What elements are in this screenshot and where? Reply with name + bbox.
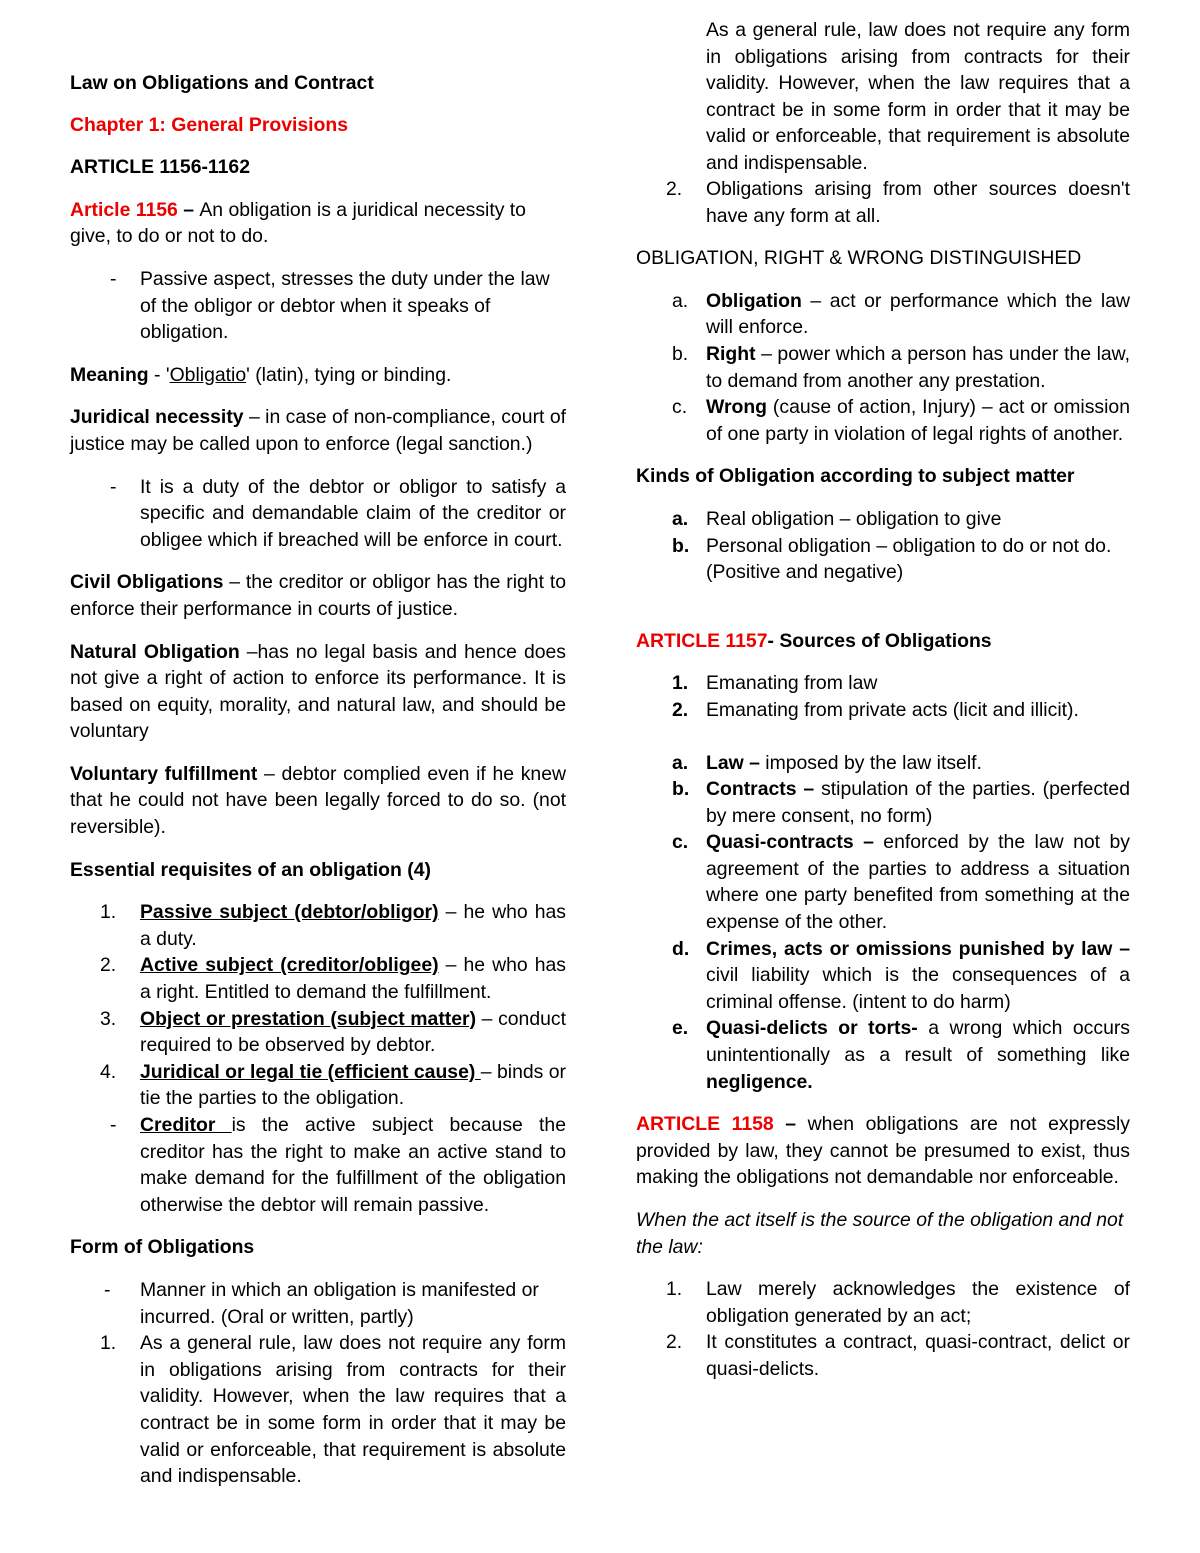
distinguished-list	[636, 288, 1130, 448]
source-text: stipulation of the parties. (perfected by mere consent, no form)	[706, 778, 1130, 827]
list-marker: b.	[672, 342, 689, 365]
requisite-label: Creditor	[140, 1114, 232, 1136]
source-text: Emanating from private acts (licit and illicit).	[706, 698, 1079, 721]
requisite-text: – binds or tie the parties to the obligation.	[140, 1060, 566, 1110]
item-text: It constitutes a contract, quasi-contract, delict or quasi-delicts.	[706, 1331, 1130, 1380]
source-label: Crimes, acts or omissions punished by law –	[706, 937, 1130, 960]
article-range-heading: ARTICLE 1156-1162	[70, 156, 250, 179]
document-title: Law on Obligations and Contract	[70, 72, 374, 94]
list-marker: 1.	[100, 901, 117, 924]
requisite-label: Active subject (creditor/obligee)	[140, 954, 439, 977]
list-marker: e.	[672, 1017, 689, 1040]
meaning-post: ' (latin), tying or binding.	[246, 363, 452, 386]
meaning-paragraph	[70, 362, 566, 389]
voluntary-label: Voluntary fulfillment	[70, 762, 258, 785]
requisite-text: – conduct required to be observed by debtor.	[140, 1007, 566, 1057]
spacer	[636, 740, 1130, 750]
list-item	[636, 936, 1130, 1016]
kinds-heading: Kinds of Obligation according to subject matter	[636, 465, 1075, 488]
term-text: – act or performance which the law will enforce.	[706, 289, 1130, 339]
kind-text: Personal obligation – obligation to do or not do. (Positive and negative)	[706, 534, 1112, 584]
voluntary-paragraph	[70, 761, 566, 841]
list-marker: 2.	[672, 698, 689, 721]
requisites-heading: Essential requisites of an obligation (4)	[70, 858, 431, 881]
source-text: imposed by the law itself.	[759, 751, 982, 774]
right-column	[636, 19, 1130, 1399]
source-label: Quasi-contracts –	[706, 831, 874, 854]
requisite-label: Juridical or legal tie (efficient cause)	[140, 1060, 481, 1083]
list-marker: 2.	[666, 178, 683, 200]
natural-paragraph	[70, 639, 566, 745]
bullet-text: It is a duty of the debtor or obligor to satisfy a specific and demandable claim of the creditor or obligee which if breached will be enforce in court.	[140, 475, 566, 551]
list-item	[636, 1276, 1130, 1329]
kind-text: Real obligation – obligation to give	[706, 507, 1002, 530]
source-text: civil liability which is the consequences of a criminal offense. (intent to do harm)	[706, 964, 1130, 1013]
list-item	[70, 1006, 566, 1059]
article-1158-italic: When the act itself is the source of the obligation and not the law:	[636, 1209, 1124, 1258]
list-item	[636, 1015, 1130, 1095]
list-item: - Passive aspect, stresses the duty under the law of the obligor or debtor when it speaks of obligation.	[110, 267, 550, 344]
list-marker: 4.	[100, 1060, 117, 1083]
source-label: Contracts –	[706, 778, 815, 801]
list-item	[636, 670, 1130, 697]
form-item-2-text: Obligations arising from other sources doesn't have any form at all.	[706, 178, 1130, 227]
juridical-text: – in case of non-compliance, court of justice may be called upon to enforce (legal sanction.)	[70, 406, 567, 455]
form-item-1-continuation	[636, 19, 1130, 176]
list-marker: 1.	[100, 1332, 117, 1355]
article-1158-paragraph	[636, 1111, 1130, 1191]
civil-label: Civil Obligations	[70, 571, 224, 594]
article-1157-numbered	[636, 670, 1130, 723]
form-heading: Form of Obligations	[70, 1236, 255, 1259]
requisites-list	[70, 899, 566, 1218]
list-item	[70, 1059, 566, 1112]
source-text: a wrong which occurs unintentionally as a result of something like	[706, 1017, 1130, 1067]
list-marker: a.	[672, 751, 689, 774]
term-text: – power which a person has under the law, to demand from another any prestation.	[706, 342, 1130, 392]
meaning-label: Meaning	[70, 363, 149, 386]
list-item	[636, 776, 1130, 829]
list-item	[636, 1329, 1130, 1382]
list-marker: a.	[672, 507, 689, 530]
list-marker: 2.	[666, 1331, 683, 1354]
list-item: - It is a duty of the debtor or obligor to satisfy a specific and demandable claim of the creditor or obligee which if breached will be enforce in court.	[110, 475, 566, 551]
continuation-text: As a general rule, law does not require any form in obligations arising from contracts for their validity. However, when the law requires that a contract be in some form in order that it may be valid or enforceable, that requirement is absolute and indispensable.	[706, 19, 1130, 174]
article-1156-bullets	[70, 266, 566, 346]
juridical-bullets	[70, 474, 566, 554]
civil-paragraph	[70, 569, 566, 622]
list-item	[636, 288, 1130, 341]
list-item	[70, 952, 566, 1005]
source-emphasis: negligence.	[706, 1070, 813, 1093]
meaning-pre: - '	[148, 363, 170, 386]
term-label: Wrong	[706, 396, 768, 419]
list-marker: b.	[672, 778, 690, 801]
requisite-text: – he who has a duty.	[140, 901, 566, 950]
list-item	[70, 1330, 566, 1488]
list-item	[636, 829, 1130, 935]
source-label: Quasi-delicts or torts-	[706, 1017, 918, 1040]
requisite-label: Passive subject (debtor/obligor)	[140, 901, 439, 924]
article-1158-text: when obligations are not expressly provided by law, they cannot be presumed to exist, thus making the obligations not demandable nor enforceable.	[636, 1113, 1130, 1189]
source-label: Law –	[706, 751, 760, 774]
list-item	[636, 750, 1130, 777]
list-item	[636, 533, 1130, 586]
voluntary-text: – debtor complied even if he knew that he could not have been legally forced to do so. (not reversible).	[70, 762, 567, 839]
article-1158-list	[636, 1276, 1130, 1382]
list-item: - Manner in which an obligation is manifested or incurred. (Oral or written, partly)	[104, 1278, 539, 1328]
form-list-cont	[636, 176, 1130, 229]
article-1157-title: - Sources of Obligations	[767, 629, 992, 652]
distinguished-heading: OBLIGATION, RIGHT & WRONG DISTINGUISHED	[636, 247, 1082, 270]
list-marker: -	[110, 1114, 117, 1136]
civil-text: – the creditor or obligor has the right to enforce their performance in courts of justice.	[70, 571, 566, 620]
list-marker: c.	[672, 396, 688, 419]
bullet-text: Manner in which an obligation is manifested or incurred. (Oral or written, partly)	[140, 1278, 539, 1328]
requisite-text: – he who has a right. Entitled to demand the fulfillment.	[140, 954, 566, 1004]
list-item	[636, 341, 1130, 394]
article-1158-sep: –	[773, 1113, 808, 1136]
list-marker: 1.	[672, 672, 689, 695]
form-list	[70, 1277, 566, 1488]
list-marker: 3.	[100, 1007, 117, 1030]
form-item-1-text: As a general rule, law does not require any form in obligations arising from contracts for their validity. However, when the law requires that a contract be in some form in order that it may be valid or enforceable, that requirement is absolute and indispensable.	[140, 1332, 566, 1488]
term-label: Obligation	[706, 289, 802, 312]
source-text: Emanating from law	[706, 672, 878, 695]
list-marker: 1.	[666, 1278, 683, 1301]
list-marker: d.	[672, 937, 690, 960]
term-text: (cause of action, Injury) – act or omission of one party in violation of legal rights of another.	[706, 396, 1130, 445]
bullet-text: Passive aspect, stresses the duty under the law of the obligor or debtor when it speaks of obligation.	[140, 267, 550, 344]
list-marker: c.	[672, 831, 689, 854]
article-1156-paragraph	[70, 197, 566, 250]
left-column	[70, 70, 567, 1488]
article-1157-heading	[636, 628, 1130, 655]
list-item	[636, 506, 1130, 533]
article-1156-text: An obligation is a juridical necessity to give, to do or not to do.	[70, 198, 526, 248]
article-1156-sep: –	[177, 198, 200, 221]
spacer	[636, 602, 1130, 628]
list-marker: b.	[672, 534, 690, 557]
requisite-text: is the active subject because the creditor has the right to make an active stand to make demand for the fulfillment of the obligation otherwise the debtor will remain passive.	[140, 1114, 566, 1216]
natural-label: Natural Obligation	[70, 640, 240, 663]
article-1158-label: ARTICLE 1158	[636, 1113, 774, 1136]
kinds-list	[636, 506, 1130, 586]
source-text: enforced by the law not by agreement of the parties to address a situation where one party benefited from something at the expense of the other.	[706, 831, 1130, 934]
list-item	[70, 899, 566, 952]
term-label: Right	[706, 342, 756, 365]
list-item	[636, 176, 1130, 229]
article-1157-lettered	[636, 750, 1130, 1096]
natural-text: –has no legal basis and hence does not give a right of action to enforce its performance. It is based on equity, morality, and natural law, and should be voluntary	[70, 640, 566, 743]
meaning-term: Obligatio	[169, 363, 247, 386]
list-item	[636, 697, 1130, 724]
juridical-label: Juridical necessity	[70, 406, 244, 429]
requisite-label: Object or prestation (subject matter)	[140, 1007, 477, 1030]
list-item	[70, 1112, 566, 1218]
article-1157-label: ARTICLE 1157	[636, 629, 768, 652]
list-marker: a.	[672, 289, 689, 312]
list-marker: 2.	[100, 954, 117, 977]
article-1156-label: Article 1156	[70, 198, 178, 221]
chapter-heading: Chapter 1: General Provisions	[70, 113, 349, 136]
juridical-paragraph	[70, 404, 566, 457]
item-text: Law merely acknowledges the existence of obligation generated by an act;	[706, 1278, 1130, 1327]
list-item	[636, 394, 1130, 447]
